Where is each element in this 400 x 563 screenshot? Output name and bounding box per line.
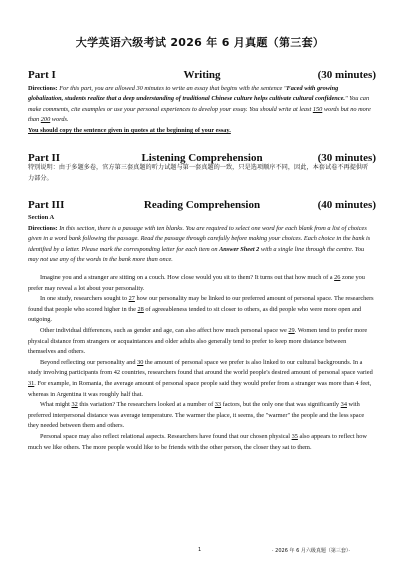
reading-passage bbox=[28, 273, 374, 453]
part-3-name: Reading Comprehension bbox=[143, 199, 261, 211]
passage-text: the amount of personal space we prefer is also linked to our cultural backgrounds. In a study involving participants from 42 countries, researchers found that around the world people's desired amount of personal space varied bbox=[28, 358, 373, 377]
directions-text: words. bbox=[50, 115, 69, 123]
part-1-name: Writing bbox=[183, 69, 221, 81]
copy-sentence-note: You should copy the sentence given in quotes at the beginning of your essay. bbox=[28, 127, 231, 134]
directions-text: with a single line through the centre. You may not use any of the words in the bank more than once. bbox=[28, 245, 365, 263]
passage-paragraph bbox=[28, 294, 374, 326]
directions-label: Directions: bbox=[28, 85, 58, 92]
blank-33: 33 bbox=[214, 401, 222, 409]
part-2-time: (30 minutes) bbox=[317, 152, 376, 164]
part-3-header bbox=[28, 199, 376, 213]
part-3-time: (40 minutes) bbox=[317, 199, 376, 211]
blank-31: 31 bbox=[28, 379, 35, 387]
passage-text: Imagine you and a stranger are sitting on a couch. How close would you sit to them? It turns out that how much of a bbox=[40, 274, 335, 281]
part-1-time: (30 minutes) bbox=[317, 69, 376, 81]
blank-35: 35 bbox=[291, 432, 298, 440]
blank-32: 32 bbox=[71, 401, 78, 409]
passage-text: Other individual differences, such as gender and age, can also affect how much personal space we bbox=[40, 326, 289, 334]
passage-text: Beyond reflecting our personality and bbox=[40, 358, 138, 366]
passage-text: also appears to reflect how much we like others. The more people would like to be friends with the other person, the closer they sat to them. bbox=[28, 432, 367, 451]
section-a-label: Section A bbox=[28, 214, 55, 221]
passage-text: zone you prefer may reveal a lot about your personality. bbox=[28, 274, 365, 292]
part-1-label: Part I bbox=[28, 69, 56, 81]
reading-directions bbox=[28, 224, 374, 265]
part-1-header bbox=[28, 69, 376, 83]
directions-text: words but no more than bbox=[28, 105, 371, 123]
blank-27: 27 bbox=[128, 295, 135, 303]
blank-29: 29 bbox=[288, 326, 295, 334]
blank-26: 26 bbox=[334, 274, 341, 281]
passage-text: factors, but the only one that was significantly bbox=[221, 401, 341, 409]
min-words: 150 bbox=[312, 105, 323, 113]
max-words: 200 bbox=[40, 115, 51, 123]
passage-text: . For example, in Romania, the average amount of personal space people said they would prefer from a stranger was more than 4 feet, whereas in Argentina it was roughly half that. bbox=[28, 379, 372, 398]
passage-paragraph bbox=[28, 358, 374, 400]
passage-paragraph bbox=[28, 326, 374, 358]
directions-text: For this part, you are allowed 30 minutes to write an essay that begins with the sentence " bbox=[57, 85, 287, 92]
directions-text: In this section, there is a passage with ten blanks. You are required to select one word for each blank from a list of choices given in a word bank following the passage. Read the passage through carefully before making your choices. Each choice in the bank is identified by a letter. Please mark the corresponding letter for each item on bbox=[28, 225, 371, 253]
passage-paragraph bbox=[28, 432, 374, 453]
blank-28: 28 bbox=[137, 305, 144, 313]
directions-text: " You can make comments, cite examples or use your personal experiences to develop your essay. You should write at least bbox=[28, 95, 370, 113]
passage-text: Personal space may also reflect relational aspects. Researchers have found that our chosen physical bbox=[40, 432, 292, 440]
answer-sheet-ref: Answer Sheet 2 bbox=[219, 245, 260, 253]
writing-directions bbox=[28, 84, 374, 125]
passage-text: . Women tend to prefer more physical distance from strangers or acquaintances and older adults also generally tend to prefer to keep more distance between themselves and others. bbox=[28, 326, 368, 356]
directions-label: Directions: bbox=[28, 225, 58, 232]
passage-text: of agreeableness tended to sit closer to others, as did people who were more open and outgoing. bbox=[28, 305, 362, 324]
part-2-label: Part II bbox=[28, 152, 61, 164]
part-2-name: Listening Comprehension bbox=[141, 152, 263, 164]
listening-note: 特别说明：由于多题多卷，官方第三套真题的听力试题与第一套真题的一致，只是选项顺序不同，因此，本套试卷不再提供听力部分。 bbox=[28, 164, 369, 182]
passage-text: this variation? The researchers looked at a number of bbox=[77, 401, 215, 409]
passage-paragraph bbox=[28, 273, 374, 294]
page-title: 大学英语六级考试 2026 年 6 月真题（第三套） bbox=[75, 36, 325, 49]
passage-text: What might bbox=[40, 401, 72, 409]
footer-label: · 2026 年 6 月六级真题（第三套）· bbox=[272, 548, 350, 554]
passage-text: with preferred interpersonal distance was average temperature. The warmer the place, it seems, the "warmer" the people and the less space they needed between them and others. bbox=[28, 401, 365, 430]
passage-text: how our personality may be linked to our preferred amount of personal space. The researchers found that people who scored higher in the bbox=[28, 295, 374, 313]
blank-34: 34 bbox=[340, 401, 347, 409]
passage-paragraph bbox=[28, 400, 374, 432]
essay-quote: Faced with growing globalization, students realize that a deep understanding of traditional Chinese culture helps cultivate cultural confidence. bbox=[28, 85, 345, 103]
passage-text: In one study, researchers sought to bbox=[40, 295, 129, 303]
page-number: 1 bbox=[198, 547, 202, 553]
part-3-label: Part III bbox=[28, 199, 65, 211]
blank-30: 30 bbox=[137, 358, 144, 366]
